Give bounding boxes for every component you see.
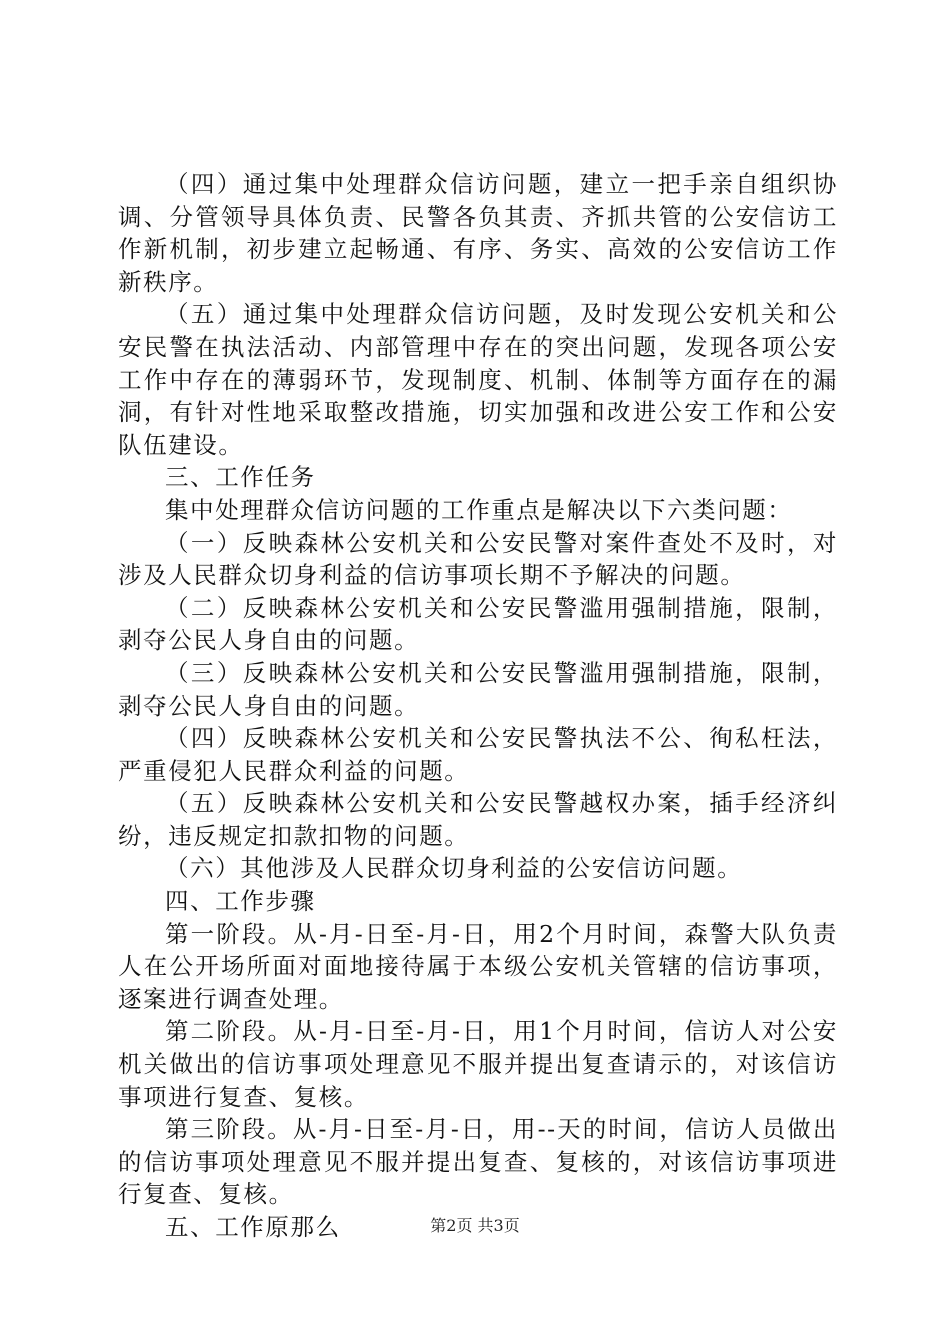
step-stage-2: 第二阶段。从-月-日至-月-日，用1个月时间，信访人对公安机关做出的信访事项处理意见不服并提出复查请示的，对该信访事项进行复查、复核。 — [118, 1017, 838, 1111]
task-item-6: （六）其他涉及人民群众切身利益的公安信访问题。 — [165, 854, 743, 883]
paragraph-5-discover-problems: （五）通过集中处理群众信访问题，及时发现公安机关和公安民警在执法活动、内部管理中存在的突出问题，发现各项公安工作中存在的薄弱环节，发现制度、机制、体制等方面存在的漏洞，有针对性地采取整改措施，切实加强和改进公安工作和公安队伍建设。 — [118, 300, 838, 459]
task-item-3: （三）反映森林公安机关和公安民警滥用强制措施，限制，剥夺公民人身自由的问题。 — [118, 658, 838, 720]
section-heading-principles: 五、工作原那么 — [165, 1213, 341, 1241]
section-heading-tasks: 三、工作任务 — [165, 463, 316, 492]
paragraph-4-mechanism: （四）通过集中处理群众信访问题，建立一把手亲自组织协调、分管领导具体负责、民警各负其责、齐抓共管的公安信访工作新机制，初步建立起畅通、有序、务实、高效的公安信访工作新秩序。 — [118, 170, 838, 296]
step-stage-3: 第三阶段。从-月-日至-月-日，用--天的时间，信访人员做出的信访事项处理意见不服并提出复查、复核的，对该信访事项进行复查、复核。 — [118, 1115, 838, 1209]
document-body — [118, 168, 838, 1244]
page-footer: 第2页 共3页 — [430, 1216, 520, 1235]
task-item-5: （五）反映森林公安机关和公安民警越权办案，插手经济纠纷，违反规定扣款扣物的问题。 — [118, 789, 838, 850]
section-heading-steps: 四、工作步骤 — [165, 887, 316, 916]
step-stage-1: 第一阶段。从-月-日至-月-日，用2个月时间，森警大队负责人在公开场所面对面地接待属于本级公安机关管辖的信访事项，逐案进行调查处理。 — [118, 919, 838, 1013]
task-item-1: （一）反映森林公安机关和公安民警对案件查处不及时，对涉及人民群众切身利益的信访事项长期不予解决的问题。 — [118, 528, 838, 590]
task-item-4: （四）反映森林公安机关和公安民警执法不公、徇私枉法，严重侵犯人民群众利益的问题。 — [118, 724, 838, 785]
paragraph-task-intro: 集中处理群众信访问题的工作重点是解决以下六类问题： — [165, 495, 793, 524]
task-item-2: （二）反映森林公安机关和公安民警滥用强制措施，限制，剥夺公民人身自由的问题。 — [118, 593, 838, 655]
